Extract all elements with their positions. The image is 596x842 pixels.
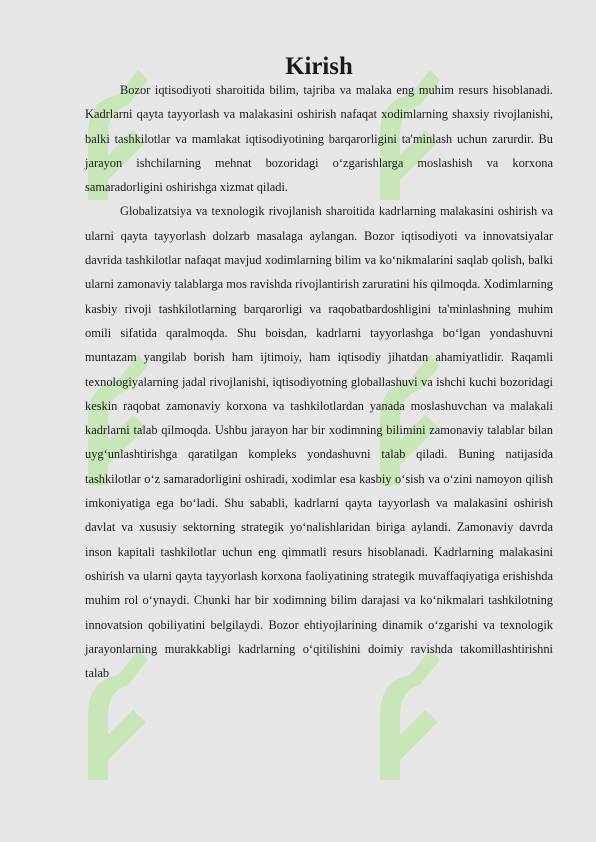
- document-body: [85, 53, 553, 685]
- paragraph: Bozor iqtisodiyoti sharoitida bilim, tajriba va malaka eng muhim resurs hisoblanadi. Kadrlarni qayta tayyorlash va malakasini oshirish nafaqat xodimlarning shaxsiy rivojlanishi, balki tashkilotlar va mamlakat iqtisodiyotining barqarorligini ta'minlash uchun zarurdir. Bu jarayon ishchilarning mehnat bozoridagi o‘zgarishlarga moslashish va korxona samaradorligini oshirishga xizmat qiladi.: [85, 83, 553, 195]
- section-title: Kirish: [285, 53, 353, 80]
- paragraph: Globalizatsiya va texnologik rivojlanish sharoitida kadrlarning malakasini oshirish va ularni qayta tayyorlash dolzarb masalaga aylangan. Bozor iqtisodiyoti va innovatsiyalar davrida tashkilotlar nafaqat mavjud xodimlarning bilim va ko‘nikmalarini saqlab qolish, balki ularni zamonaviy talablarga mos ravishda rivojlantirish zaruratini his qilmoqda. Xodimlarning kasbiy rivoji tashkilotlarning barqarorligi va raqobatbardoshligini ta'minlashning muhim omili sifatida qaralmoqda. Shu boisdan, kadrlarni tayyorlashga bo‘lgan yondashuvni muntazam yangilab borish ham ijtimoiy, ham iqtisodiy jihatdan ahamiyatlidir. Raqamli texnologiyalarning jadal rivojlanishi, iqtisodiyotning globallashuvi va ishchi kuchi bozoridagi keskin raqobat zamonaviy korxona va tashkilotlardan yanada moslashuvchan va malakali kadrlarni talab qilmoqda. Ushbu jarayon har bir xodimning bilimini zamonaviy talablar bilan uyg‘unlashtirishga qaratilgan kompleks yondashuvni talab qiladi. Buning natijasida tashkilotlar o‘z samaradorligini oshiradi, xodimlar esa kasbiy o‘sish va o‘zini namoyon qilish imkoniyatiga ega bo‘ladi. Shu sababli, kadrlarni qayta tayyorlash va malakasini oshirish davlat va xususiy sektorning strategik yo‘nalishlaridan biriga aylandi. Zamonaviy davrda inson kapitali tashkilotlar uchun eng qimmatli resurs hisoblanadi. Kadrlarning malakasini oshirish va ularni qayta tayyorlash korxona faoliyatining strategik muvaffaqiyatiga erishishda muhim rol o‘ynaydi. Chunki har bir xodimning bilim darajasi va ko‘nikmalari tashkilotning innovatsion qobiliyatini belgilaydi. Bozor ehtiyojlarining dinamik o‘zgarishi va texnologik jarayonlarning murakkabligi kadrlarning o‘qitilishini doimiy ravishda takomillashtirishni talab: [85, 204, 553, 681]
